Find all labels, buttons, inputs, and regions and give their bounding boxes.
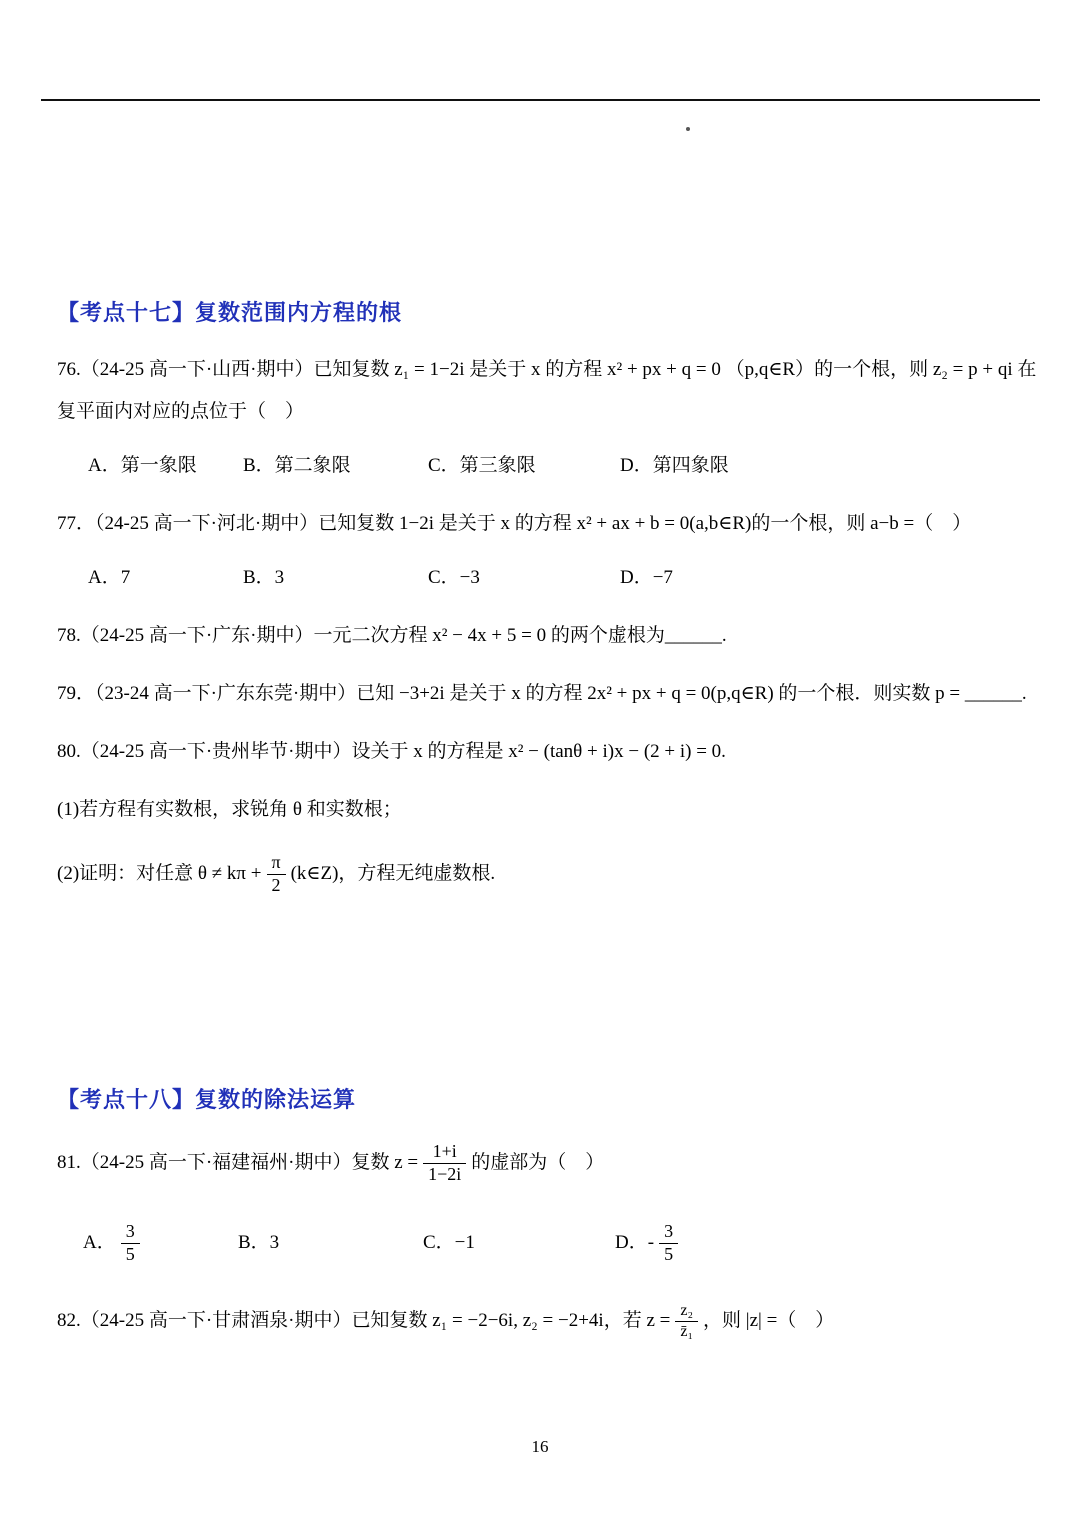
problem-80-sub-2-pre: (2)证明：对任意 θ ≠ kπ + <box>57 863 262 884</box>
problem-81-pre: 81.（24-25 高一下·福建福州·期中）复数 z = <box>57 1152 419 1173</box>
problem-81-post: 的虚部为（ ） <box>471 1152 605 1173</box>
page-content <box>57 0 1037 1349</box>
problem-79-line-1: 79．（23-24 高一下·广东东莞·期中）已知 −3+2i 是关于 x 的方程 2x² + px + q = 0(p,q∈R) 的一个根．则实数 p = ______. <box>57 683 1027 704</box>
problem-82-post: ，则 |z| =（ ） <box>703 1310 835 1331</box>
problem-77-options <box>57 564 1037 592</box>
three-fifths-fraction: $\frac{3}{5}$ <box>121 1221 140 1265</box>
problem-77-line-1: 77．（24-25 高一下·河北·期中）已知复数 1−2i 是关于 x 的方程 x² + ax + b = 0(a,b∈R)的一个根，则 a−b =（ ） <box>57 513 972 534</box>
option-a-label: A． <box>83 1232 116 1253</box>
option-d <box>615 1221 1037 1265</box>
problem-76-line-2: 复平面内对应的点位于（ ） <box>57 401 305 422</box>
option-c: C．第三象限 <box>428 455 536 476</box>
option-b: B．3 <box>243 567 285 588</box>
option-d-label: D．- <box>615 1232 655 1253</box>
problem-76-line-1: 76.（24-25 高一下·山西·期中）已知复数 z₁ = 1−2i 是关于 x 的方程 x² + px + q = 0 （p,q∈R）的一个根，则 z₂ = p + qi 在 <box>57 359 1037 380</box>
problem-82-line-1 <box>57 1293 1037 1349</box>
option-b: B．3 <box>238 1232 280 1253</box>
page-number: 16 <box>531 1437 549 1456</box>
option-a: A．7 <box>88 567 131 588</box>
z2-over-z1bar-fraction: $\frac{\text{z₂}}{\text{z̄₁}}$ <box>675 1301 698 1340</box>
problem-76-options <box>57 452 1037 480</box>
complex-fraction: $\frac{1+i}{1-2i}$ <box>423 1141 466 1185</box>
problem-81-options <box>57 1215 1037 1271</box>
problem-80-sub-2 <box>57 846 1037 902</box>
problem-82-pre: 82.（24-25 高一下·甘肃酒泉·期中）已知复数 z₁ = −2−6i, z₂ = −2+4i，若 z = <box>57 1310 671 1331</box>
problem-80-sub-1: (1)若方程有实数根，求锐角 θ 和实数根； <box>57 799 402 820</box>
option-d: D．第四象限 <box>620 455 729 476</box>
section-heading-18: 【考点十八】复数的除法运算 <box>57 1087 357 1112</box>
option-c: C．−3 <box>428 567 480 588</box>
pi-over-2-fraction: $\frac{\pi}{2}$ <box>267 852 286 896</box>
section-heading-17: 【考点十七】复数范围内方程的根 <box>57 300 403 325</box>
option-a <box>83 1221 238 1265</box>
option-a: A．第一象限 <box>88 455 197 476</box>
problem-78-line-1: 78.（24-25 高一下·广东·期中）一元二次方程 x² − 4x + 5 = 0 的两个虚根为______. <box>57 625 727 646</box>
negative-three-fifths-fraction: $\frac{3}{5}$ <box>659 1221 678 1265</box>
problem-81-line-1 <box>57 1135 1037 1191</box>
problem-80-sub-2-post: (k∈Z)，方程无纯虚数根. <box>290 863 496 884</box>
option-b: B．第二象限 <box>243 455 351 476</box>
option-c: C．−1 <box>423 1232 475 1253</box>
option-d: D．−7 <box>620 567 673 588</box>
problem-80-line-1: 80.（24-25 高一下·贵州毕节·期中）设关于 x 的方程是 x² − (tanθ + i)x − (2 + i) = 0. <box>57 741 726 762</box>
